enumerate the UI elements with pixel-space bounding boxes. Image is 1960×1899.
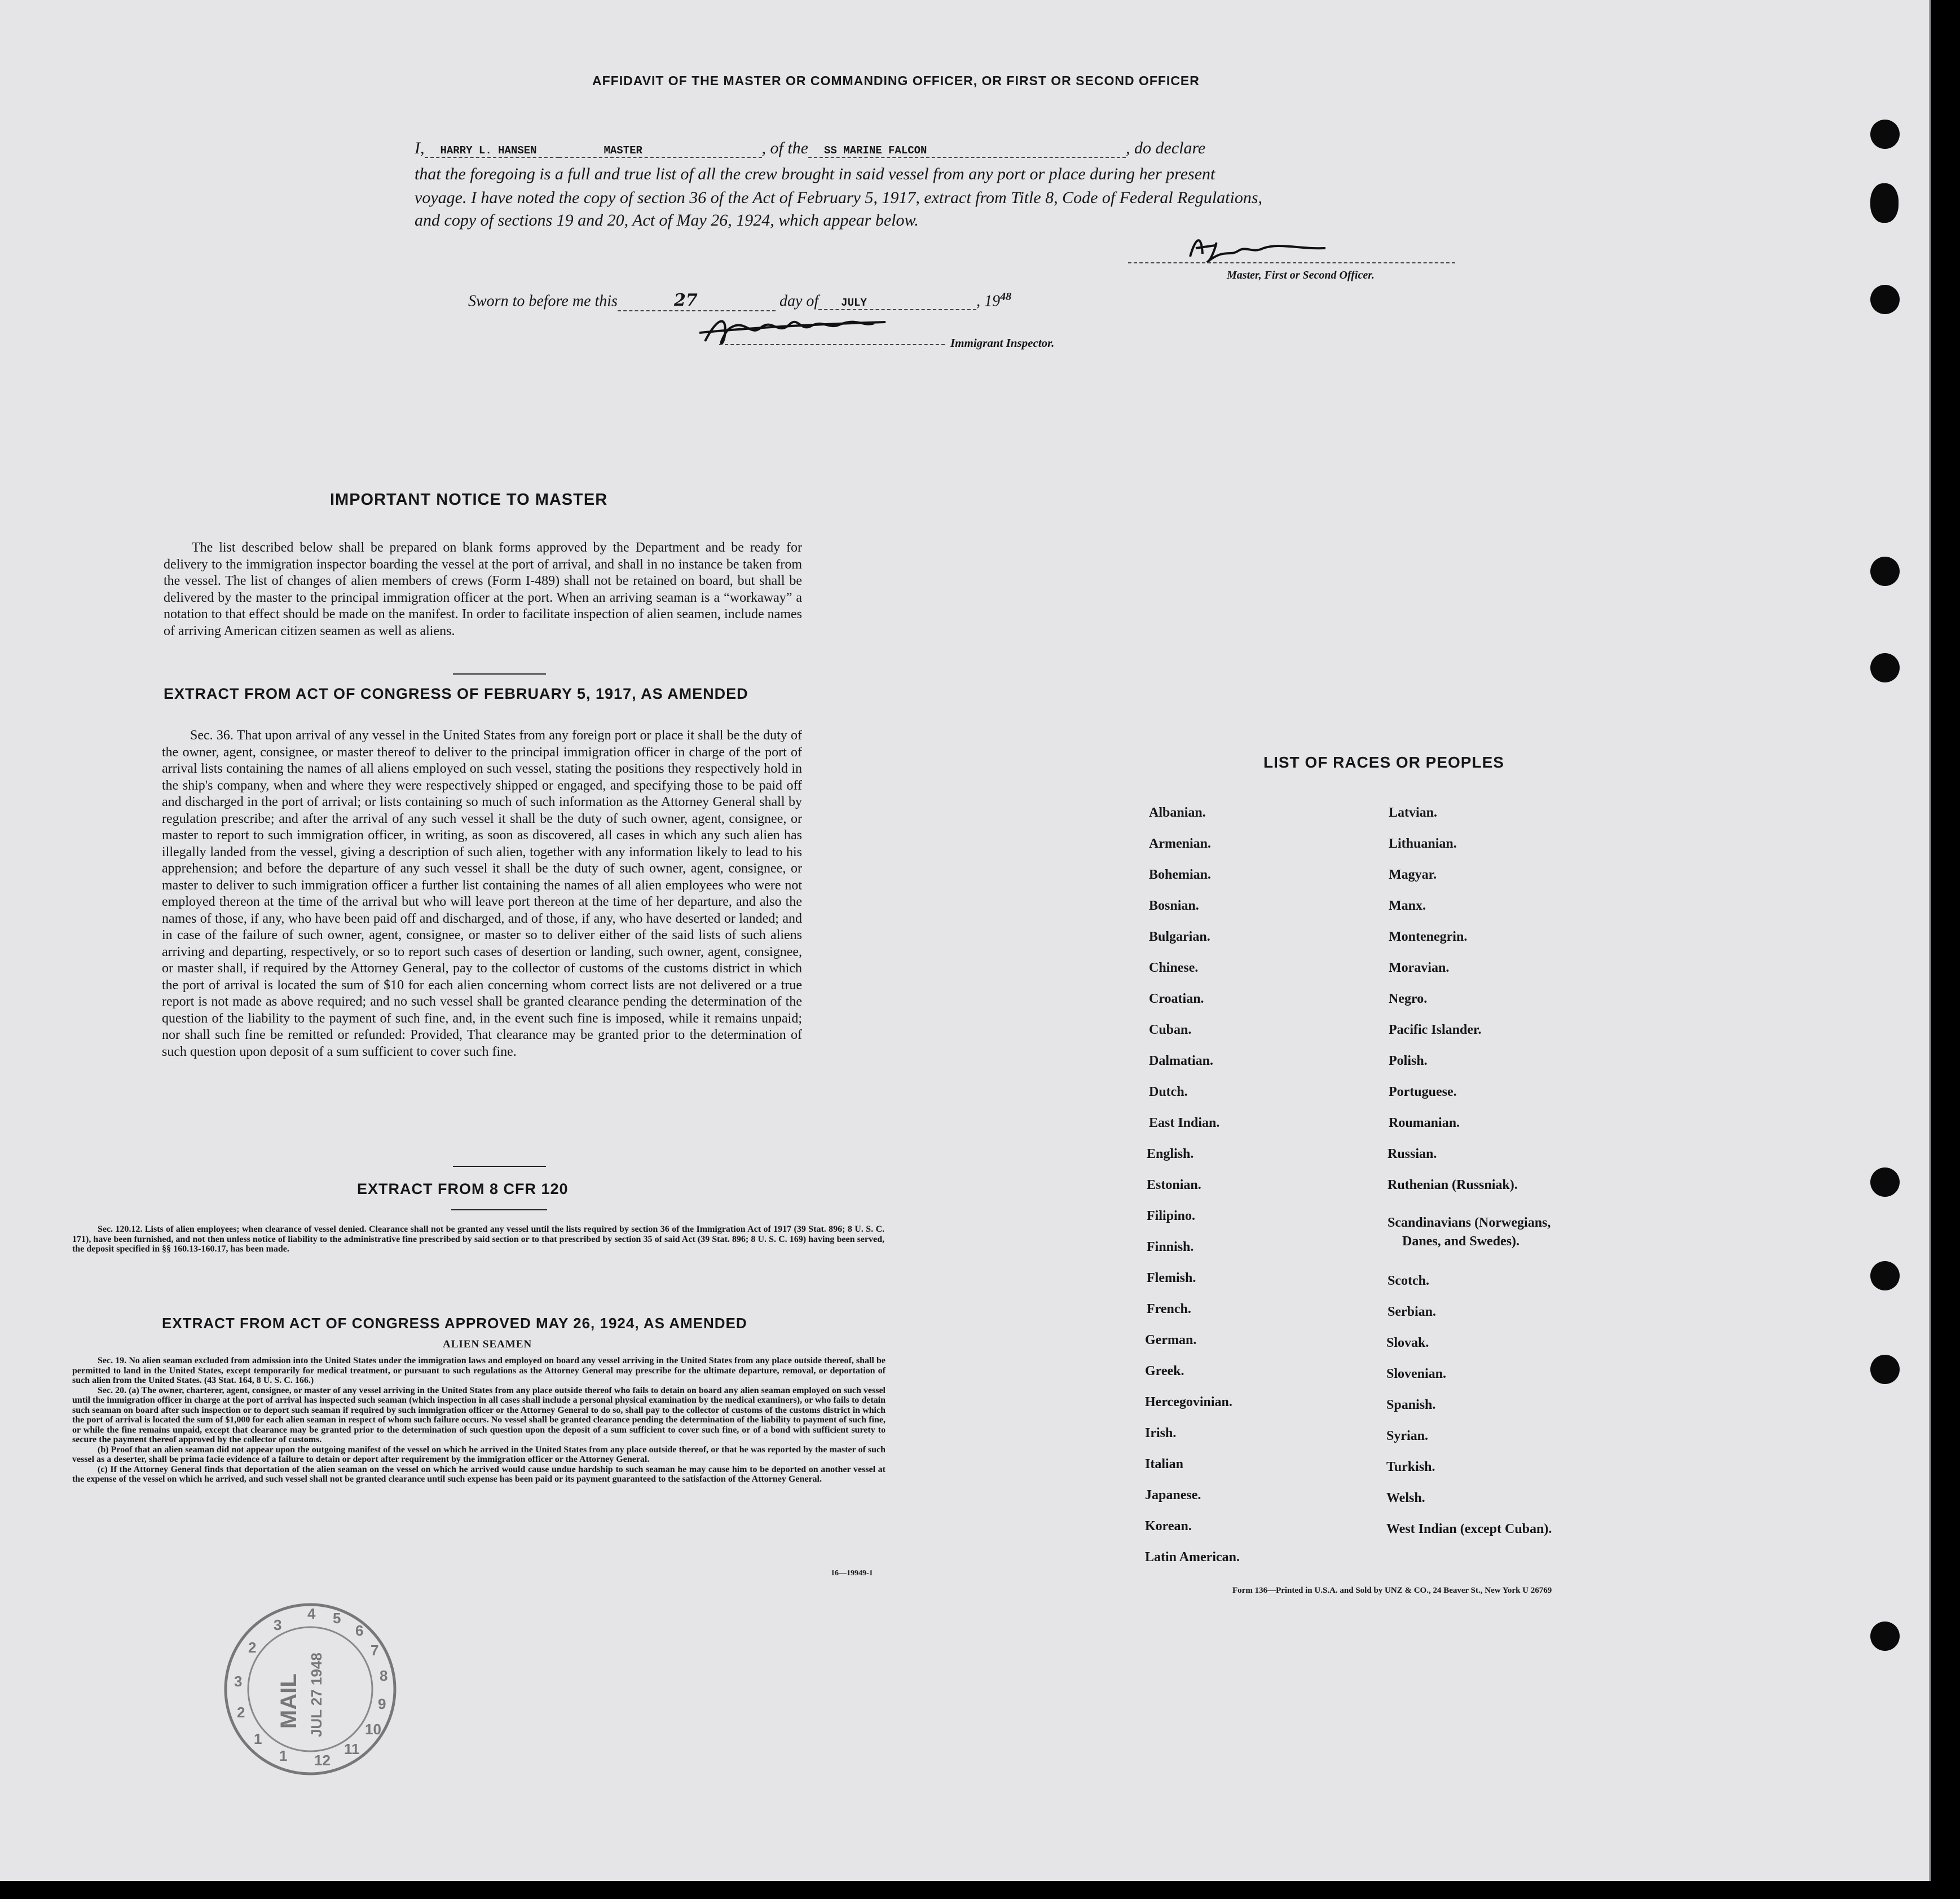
svg-text:5: 5 xyxy=(333,1610,341,1627)
punch-hole xyxy=(1870,120,1900,149)
race-item: Chinese. xyxy=(1149,960,1199,975)
master-signature-label: Master, First or Second Officer. xyxy=(1227,269,1375,281)
race-item: West Indian (except Cuban). xyxy=(1386,1522,1552,1536)
punch-hole xyxy=(1870,1261,1900,1290)
race-item: Serbian. xyxy=(1388,1305,1437,1319)
extract-1924-text xyxy=(72,1356,886,1484)
race-item: German. xyxy=(1145,1333,1197,1347)
race-item: Scandinavians (Norwegians, xyxy=(1388,1215,1551,1230)
cfr-title: EXTRACT FROM 8 CFR 120 xyxy=(357,1180,569,1197)
punch-hole xyxy=(1870,653,1900,682)
svg-text:2: 2 xyxy=(248,1639,257,1656)
punch-hole xyxy=(1870,285,1900,314)
race-item: Irish. xyxy=(1145,1426,1177,1440)
race-item: English. xyxy=(1147,1147,1194,1161)
svg-text:12: 12 xyxy=(314,1752,331,1769)
section-divider xyxy=(453,673,546,675)
section-20a-paragraph: Sec. 20. (a) The owner, charterer, agent, consignee, or master of any vessel arriving in the United States from any place outside thereof who fails to detain on board any alien seaman employed on such vessel until the immigration officer in charge at the port of arrival has inspected such seaman (which inspection in all cases shall include a personal physical examination by the medical examiners), or who fails to detain such seaman on board after such inspection or to deport such seaman if required by such immigration officer or the Attorney General to do so, shall pay to the collector of customs of the customs district in which the port of arrival is located the sum of $1,000 for each alien seaman in respect of whom such failure occurs. No vessel shall be granted clearance pending the determination of the liability to payment of such fine, or while the fine remains unpaid, except that clearance may be granted prior to the determination of such question upon the deposit of a sum sufficient to cover such fine, or of a bond with sufficient surety to secure the payment thereof approved by the collector of customs. xyxy=(72,1385,886,1444)
notice-title: IMPORTANT NOTICE TO MASTER xyxy=(330,491,608,509)
svg-text:9: 9 xyxy=(378,1695,386,1712)
extract-1924-title: EXTRACT FROM ACT OF CONGRESS APPROVED MAY 26, 1924, AS AMENDED xyxy=(162,1315,747,1332)
race-item: Filipino. xyxy=(1147,1209,1196,1223)
do-declare-label: , do declare xyxy=(1126,139,1206,157)
svg-text:8: 8 xyxy=(380,1667,388,1684)
section-divider xyxy=(453,1166,546,1167)
race-item: Slovenian. xyxy=(1386,1367,1447,1381)
section-19-paragraph: Sec. 19. No alien seaman excluded from admission into the United States under the immigration laws and employed on board any vessel arriving in the United States from any place outside thereof, shall be permitted to land in the United States, except temporarily for medical treatment, or pursuant to such regulations as the Attorney General may prescribe for the ultimate departure, removal, or deportation of such alien from the United States. (43 Stat. 164, 8 U. S. C. 166.) xyxy=(72,1356,886,1385)
master-signature-line xyxy=(1128,262,1455,263)
race-item: Korean. xyxy=(1145,1519,1192,1534)
punch-hole xyxy=(1870,557,1900,586)
section-divider xyxy=(451,1209,547,1210)
punch-hole xyxy=(1870,1622,1900,1651)
race-item: Italian xyxy=(1145,1457,1184,1471)
svg-text:11: 11 xyxy=(344,1741,360,1757)
section-20b-paragraph: (b) Proof that an alien seaman did not appear upon the outgoing manifest of the vessel on which he arrived in the United States from any place outside thereof, or that he was reported by the master of such vessel as a deserter, shall be prima facie evidence of a failure to detain or deport after requirement by the immigration officer or the Attorney General. xyxy=(72,1444,886,1464)
race-item: Estonian. xyxy=(1147,1178,1201,1192)
race-item: Ruthenian (Russniak). xyxy=(1388,1178,1518,1192)
of-the-label: , of the xyxy=(761,139,808,157)
race-item: Roumanian. xyxy=(1389,1116,1460,1130)
race-item: Flemish. xyxy=(1147,1271,1196,1285)
race-item: Bosnian. xyxy=(1149,898,1199,913)
race-item: Slovak. xyxy=(1386,1336,1429,1350)
race-item: Finnish. xyxy=(1147,1240,1194,1254)
declaration-line-1 xyxy=(415,139,1205,158)
race-item: Pacific Islander. xyxy=(1389,1023,1482,1037)
stamp-mail-text: MAIL xyxy=(276,1673,301,1729)
cfr-paragraph: Sec. 120.12. Lists of alien employees; when clearance of vessel denied. Clearance shall not be granted any vessel until the lists required by section 36 of the Immigration Act of 1917 (39 Stat. 896; 8 U. S. C. 171), have been furnished, and not then unless notice of liability to the administrative fine prescribed by said section or to that prescribed by section 35 of said Act (39 Stat. 896; 8 U. S. C. 169) having been served, the deposit specified in §§ 160.13-160.17, has been made. xyxy=(72,1224,884,1254)
stamp-date: JUL 27 1948 xyxy=(308,1653,325,1737)
race-item: Latin American. xyxy=(1145,1550,1240,1565)
sworn-year: 48 xyxy=(1000,290,1012,303)
race-item: Lithuanian. xyxy=(1389,836,1457,851)
svg-text:4: 4 xyxy=(307,1605,316,1622)
declaration-i: I, xyxy=(415,139,425,157)
race-item: Albanian. xyxy=(1149,805,1206,820)
race-item: French. xyxy=(1147,1302,1191,1316)
svg-text:6: 6 xyxy=(355,1622,364,1639)
sworn-month-field: JULY xyxy=(818,297,976,310)
race-item: Portuguese. xyxy=(1389,1085,1457,1099)
received-stamp xyxy=(217,1596,403,1782)
race-item: Croatian. xyxy=(1149,992,1204,1006)
svg-text:2: 2 xyxy=(237,1704,245,1721)
rank-field: MASTER xyxy=(559,144,762,158)
race-item: Bohemian. xyxy=(1149,867,1212,882)
race-item: Hercegovinian. xyxy=(1145,1395,1232,1409)
race-item: Cuban. xyxy=(1149,1023,1192,1037)
svg-text:3: 3 xyxy=(234,1673,243,1690)
affidavit-title: AFFIDAVIT OF THE MASTER OR COMMANDING OFFICER, OR FIRST OR SECOND OFFICER xyxy=(592,73,1200,88)
race-item: Spanish. xyxy=(1386,1398,1436,1412)
race-item: Manx. xyxy=(1389,898,1426,913)
race-item: Scotch. xyxy=(1388,1274,1429,1288)
vessel-field: SS MARINE FALCON xyxy=(808,144,1126,158)
svg-text:1: 1 xyxy=(254,1730,262,1747)
races-title: LIST OF RACES OR PEOPLES xyxy=(1263,754,1504,771)
svg-text:1: 1 xyxy=(279,1747,288,1764)
svg-text:7: 7 xyxy=(371,1642,379,1659)
race-item: Bulgarian. xyxy=(1149,929,1210,944)
race-item: Russian. xyxy=(1388,1147,1437,1161)
declaration-line-3: voyage. I have noted the copy of section 36 of the Act of February 5, 1917, extract from Title 8, Code of Federal Regulations, xyxy=(415,188,1263,207)
sworn-label: Sworn to before me this xyxy=(468,292,618,310)
race-item: Syrian. xyxy=(1386,1429,1429,1443)
svg-text:10: 10 xyxy=(365,1721,381,1738)
cfr-text xyxy=(72,1224,884,1254)
inspector-signature-line xyxy=(719,344,945,345)
declaration-line-4: and copy of sections 19 and 20, Act of May 26, 1924, which appear below. xyxy=(415,211,919,230)
notice-paragraph: The list described below shall be prepared on blank forms approved by the Department and be ready for delivery to the immigration inspector boarding the vessel at the port of arrival, and shall in no instance be taken from the vessel. The list of changes of alien members of crews (Form I-489) shall not be retained on board, but shall be delivered by the master to the principal immigration officer at the port. When an arriving seaman is a “workaway” a notation to that effect should be made on the manifest. In order to facilitate inspection of alien seamen, include names of arriving American citizen seamen as well as aliens. xyxy=(164,540,802,638)
sworn-day-field: 27 xyxy=(618,290,776,311)
svg-text:3: 3 xyxy=(274,1616,282,1633)
race-item: East Indian. xyxy=(1149,1116,1220,1130)
day-of-label: day of xyxy=(779,292,819,310)
form-footer: Form 136—Printed in U.S.A. and Sold by UNZ & CO., 24 Beaver St., New York U 26769 xyxy=(1232,1586,1552,1595)
inspector-signature xyxy=(694,307,919,353)
master-signature xyxy=(1184,231,1331,271)
extract-1917-text xyxy=(162,728,802,1060)
master-name-field: HARRY L. HANSEN xyxy=(425,144,559,158)
section-20c-paragraph: (c) If the Attorney General finds that deportation of the alien seaman on the vessel on which he arrived would cause undue hardship to such seaman he may cause him to be deported on another vessel at the expense of the vessel on which he arrived, and such vessel shall not be granted clearance until such expense has been paid or its payment guaranteed to the satisfaction of the Attorney General. xyxy=(72,1464,886,1484)
notice-text xyxy=(164,540,802,640)
race-item: Dalmatian. xyxy=(1149,1054,1213,1068)
inspector-label: Immigrant Inspector. xyxy=(950,336,1055,350)
punch-hole xyxy=(1870,183,1899,223)
year-prefix: , 19 xyxy=(976,292,1001,310)
race-item: Dutch. xyxy=(1149,1085,1188,1099)
race-item: Latvian. xyxy=(1389,805,1438,820)
race-item: Turkish. xyxy=(1386,1460,1435,1474)
race-item: Greek. xyxy=(1145,1364,1184,1378)
race-item: Montenegrin. xyxy=(1389,929,1468,944)
document-code: 16—19949-1 xyxy=(831,1569,873,1578)
extract-1917-title: EXTRACT FROM ACT OF CONGRESS OF FEBRUARY 5, 1917, AS AMENDED xyxy=(164,685,748,702)
punch-hole xyxy=(1870,1167,1900,1197)
race-item: Japanese. xyxy=(1145,1488,1201,1503)
race-item: Magyar. xyxy=(1389,867,1437,882)
race-item: Moravian. xyxy=(1389,960,1450,975)
declaration-line-2: that the foregoing is a full and true list of all the crew brought in said vessel from any port or place during her present xyxy=(415,165,1215,183)
race-item: Negro. xyxy=(1389,992,1428,1006)
race-item: Welsh. xyxy=(1386,1491,1425,1505)
punch-hole xyxy=(1870,1355,1900,1384)
race-item: Armenian. xyxy=(1149,836,1211,851)
race-item: Danes, and Swedes). xyxy=(1402,1234,1520,1249)
section-36-paragraph: Sec. 36. That upon arrival of any vessel in the United States from any foreign port or place it shall be the duty of the owner, agent, consignee, or master thereof to deliver to the principal immigration officer in charge of the port of arrival lists containing the names of all aliens employed on such vessel, stating the positions they respectively hold in the ship's company, when and where they were respectively shipped or engaged, and specifying those to be paid off and discharged in the port of arrival; or lists containing so much of such information as the Attorney General shall by regulation prescribe; and after the arrival of any such vessel it shall be the duty of such owner, agent, consignee, or master to report to such immigration officer, in writing, as soon as discovered, all cases in which any such alien has illegally landed from the vessel, giving a description of such alien, together with any information likely to lead to his apprehension; and before the departure of any such vessel it shall be the duty of such owner, agent, consignee, or master to deliver to such immigration officer a further list containing the names of all alien employees who were not employed thereon at the time of the arrival but who will leave port thereon at the time of her departure, and also the names of those, if any, who have been paid off and discharged, and of those, if any, who have deserted or landed; and in case of the failure of such owner, agent, consignee, or master so to deliver either of the said lists of such aliens arriving and departing, respectively, or so to report such cases of desertion or landing, such owner, agent, consignee, or master shall, if required by the Attorney General, pay to the collector of customs of the customs district in which the port of arrival is located the sum of $10 for each alien concerning whom correct lists are not delivered or a true report is not made as above required; and no such vessel shall be granted clearance pending the determination of the question of the liability to the payment of such fine, and, in the event such fine is imposed, while it remains unpaid; nor shall such fine be remitted or refunded: Provided, That clearance may be granted prior to the determination of such question upon deposit of a sum sufficient to cover such fine. xyxy=(162,728,802,1059)
alien-seamen-subtitle: ALIEN SEAMEN xyxy=(443,1338,532,1350)
race-item: Polish. xyxy=(1389,1054,1428,1068)
